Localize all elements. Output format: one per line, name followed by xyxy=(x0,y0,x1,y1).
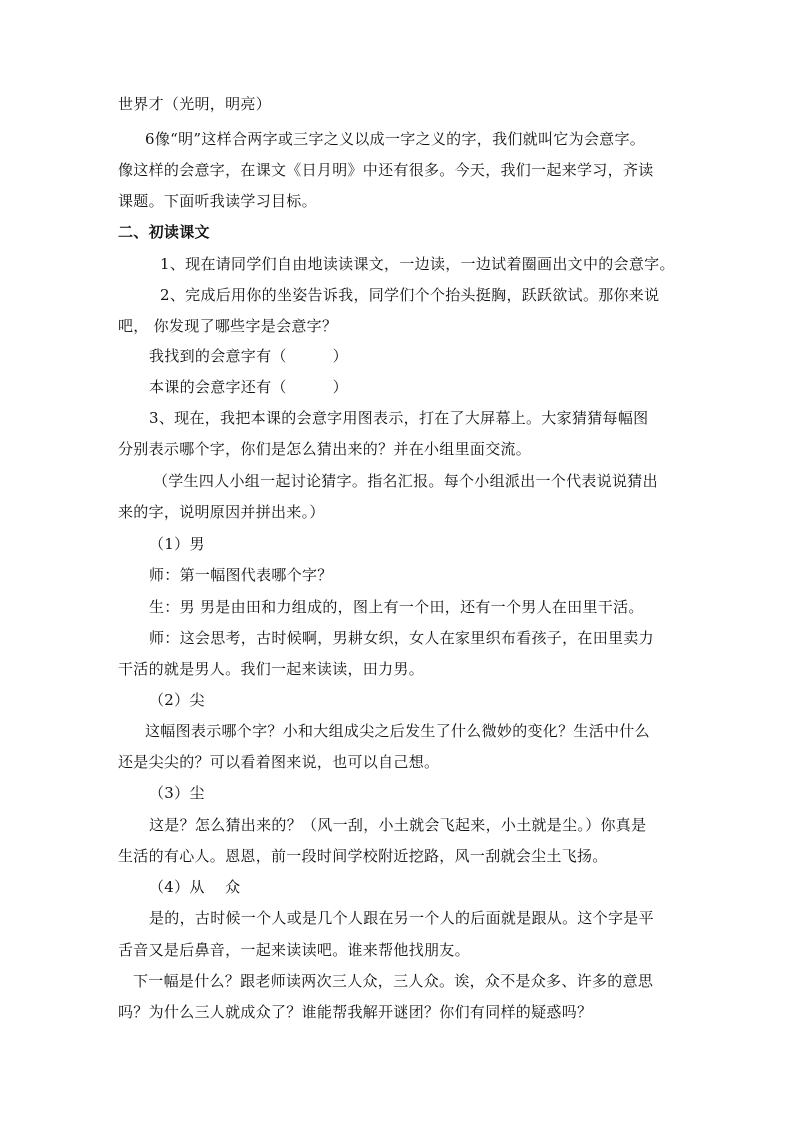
text-line: 生：男 男是由田和力组成的，图上有一个田，还有一个男人在田里干活。 xyxy=(149,598,644,616)
text-line: 吧， 你发现了哪些字是会意字？ xyxy=(118,317,338,335)
text-line: 舌音又是后鼻音，一起来读读吧。谁来帮他找朋友。 xyxy=(118,941,470,959)
text-line: 本课的会意字还有（ ） xyxy=(149,378,348,396)
text-line: 来的字，说明原因并拼出来。） xyxy=(118,503,325,521)
text-line: （2）尖 xyxy=(149,691,205,709)
text-line: 1、现在请同学们自由地读读课文，一边读，一边试着圈画出文中的会意字。 xyxy=(160,255,675,273)
text-line: 分别表示哪个字，你们是怎么猜出来的？并在小组里面交流。 xyxy=(118,440,532,458)
text-line: 生活的有心人。恩恩，前一段时间学校附近挖路，风一刮就会尘土飞扬。 xyxy=(118,847,608,865)
section-heading: 二、初读课文 xyxy=(118,223,210,241)
text-line: 吗？为什么三人就成众了？谁能帮我解开谜团？你们有同样的疑惑吗？ xyxy=(118,1003,593,1021)
text-line: 课题。下面听我读学习目标。 xyxy=(118,192,317,210)
text-line: 6像“明”这样合两字或三字之义以成一字之义的字，我们就叫它为会意字。 xyxy=(145,130,646,148)
text-line: （4）从 众 xyxy=(149,878,241,896)
text-line: 我找到的会意字有（ ） xyxy=(149,347,348,365)
text-line: 2、完成后用你的坐姿告诉我，同学们个个抬头挺胸，跃跃欲试。那你来说 xyxy=(160,286,660,304)
text-line: （1）男 xyxy=(149,535,205,553)
text-line: 师：这会思考，古时候啊，男耕女织，女人在家里织布看孩子，在田里卖力 xyxy=(149,629,654,647)
text-line: 是的，古时候一个人或是几个人跟在另一个人的后面就是跟从。这个字是平 xyxy=(149,909,654,927)
text-line: 这幅图表示哪个字？小和大组成尖之后发生了什么微妙的变化？生活中什么 xyxy=(145,722,650,740)
text-line: 干活的就是男人。我们一起来读读，田力男。 xyxy=(118,660,425,678)
text-line: 还是尖尖的？可以看着图来说，也可以自己想。 xyxy=(118,753,440,771)
text-line: （学生四人小组一起讨论猜字。指名汇报。每个小组派出一个代表说说猜出 xyxy=(153,472,658,490)
text-line: 这是？怎么猜出来的？（风一刮，小土就会飞起来，小土就是尘。）你真是 xyxy=(149,816,647,834)
text-line: （3）尘 xyxy=(149,784,205,802)
text-line: 下一幅是什么？跟老师读两次三人众，三人众。诶，众不是众多、许多的意思 xyxy=(133,972,654,990)
text-line: 像这样的会意字，在课文《日月明》中还有很多。今天，我们一起来学习，齐读 xyxy=(118,161,654,179)
text-line: 世界才（光明，明亮） xyxy=(118,95,272,113)
text-line: 师：第一幅图代表哪个字？ xyxy=(149,566,333,584)
text-line: 3、现在，我把本课的会意字用图表示，打在了大屏幕上。大家猜猜每幅图 xyxy=(149,409,649,427)
